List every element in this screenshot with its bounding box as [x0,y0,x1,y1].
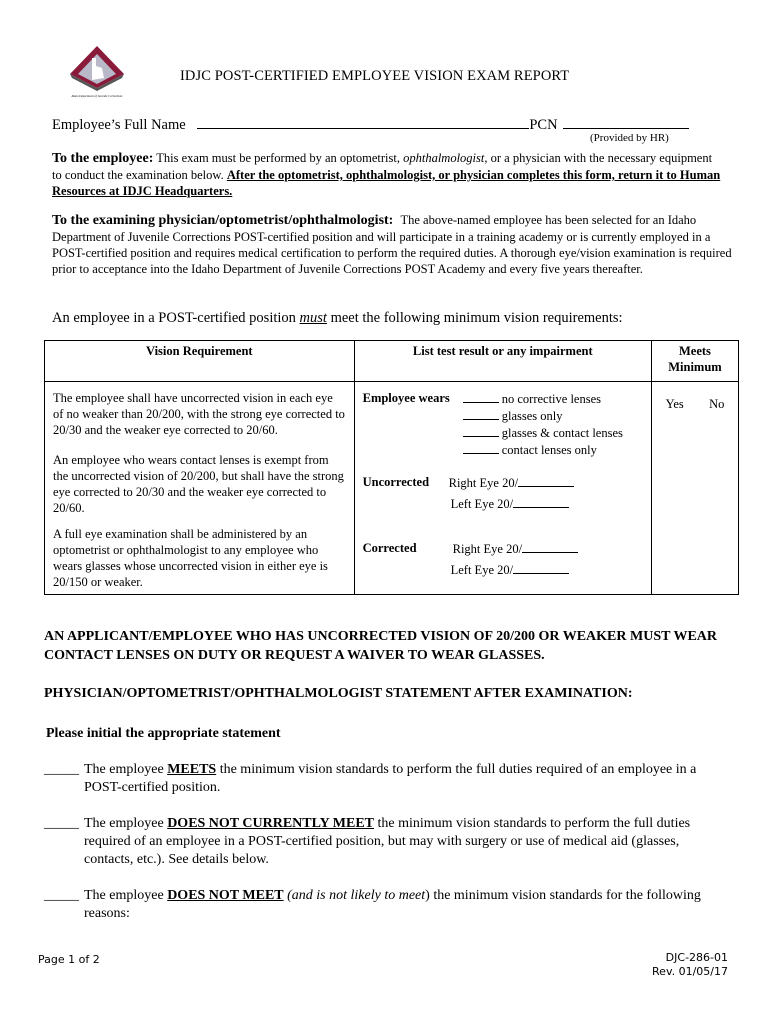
statement-option-does-not-meet [44,887,724,923]
wears-option-label: contact lenses only [501,443,597,457]
wears-blank[interactable] [463,407,499,420]
physician-lead: To the examining physician/optometrist/ophthalmologist: [52,213,394,228]
revision-date: Rev. 01/05/17 [652,965,728,978]
requirement-1: The employee shall have uncorrected vision in each eye of no weaker than 20/200, with the strong eye corrected to 20/30 and the weaker eye corrected to 20/60. [53,391,345,437]
table-row [45,382,739,595]
wears-option [463,390,623,407]
employee-name-row [52,114,689,134]
wears-option [463,424,623,441]
uncorrected-group [363,474,643,512]
requirements-cell [45,382,355,595]
wears-option-label: no corrective lenses [501,392,601,406]
full-name-field[interactable] [197,114,529,129]
corrected-label: Corrected [362,541,417,555]
meets-yes-option[interactable]: Yes [665,397,684,411]
requirements-intro [52,310,623,327]
statement-option-does-not-currently-meet [44,815,724,869]
wears-option [463,441,623,458]
option-key: MEETS [167,762,217,777]
wears-blank[interactable] [463,390,499,403]
option-post: ) the minimum vision standards for the following reasons: [84,888,701,921]
wears-option-label: glasses only [501,409,563,423]
requirements-intro-must: must [299,310,327,326]
provided-by-hr-note: (Provided by HR) [590,132,669,144]
employee-text-1: This exam must be performed by an optometrist, [156,151,400,165]
uncorrected-left-eye-field[interactable] [513,495,569,508]
wears-option-label: glasses & contact lenses [501,426,623,440]
wears-blank[interactable] [463,441,499,454]
requirements-intro-text-2: meet the following minimum vision requirements: [330,310,623,326]
header-meets-minimum: Meets Minimum [651,341,738,382]
form-number: DJC-286-01 [665,951,728,964]
corrected-right-row [363,540,643,557]
option-pre: The employee [84,816,164,831]
form-id-block [648,951,728,979]
wears-options [463,390,623,458]
employee-instructions [52,150,722,199]
employee-return-instructions: After the optometrist, ophthalmologist, or physician completes this form, return it to Human Resources at IDJC Headquarters. [52,168,721,198]
idjc-logo [62,44,132,110]
full-name-label: Employee’s Full Name [52,117,186,133]
uncorrected-label: Uncorrected [362,475,430,489]
wears-option [463,407,623,424]
statement-heading: PHYSICIAN/OPTOMETRIST/OPHTHALMOLOGIST STATEMENT AFTER EXAMINATION: [44,686,633,701]
option-post: the minimum vision standards to perform the full duties required of an employee in a POST-certified position, but may with surgery or use of medical aid (glasses, contacts, etc.). See details below. [84,816,691,867]
employee-text-italic: ophthalmologist [403,151,485,165]
initial-blank[interactable]: _____ [44,816,79,831]
corrected-left-row [363,561,643,578]
option-key: DOES NOT CURRENTLY MEET [167,816,374,831]
employee-wears-group [363,386,643,458]
right-eye-label: Right Eye 20/ [452,542,523,556]
corrected-right-eye-field[interactable] [522,540,578,553]
requirement-2: An employee who wears contact lenses is exempt from the uncorrected vision of 20/200, but shall have the strong eye corrected to 20/30 and the weaker eye corrected to 20/60. [53,453,344,515]
option-pre: The employee [84,762,164,777]
uncorrected-right-row [363,474,643,491]
requirements-intro-text-1: An employee in a POST-certified position [52,310,296,326]
physician-text: The above-named employee has been selected for an Idaho Department of Juvenile Corrections POST-certified position and will participate in a training academy or is currently employed in a POST-certified position and requires medical certification to perform the required duties. A thorough eye/vision examination is required prior to acceptance into the Idaho Department of Juvenile Corrections POST Academy and every five years thereafter. [52,213,732,276]
logo-caption: Idaho Department of Juvenile Corrections [71,94,123,98]
pcn-label: PCN [529,117,558,133]
contact-lens-warning: AN APPLICANT/EMPLOYEE WHO HAS UNCORRECTED VISION OF 20/200 OR WEAKER MUST WEAR CONTACT LENSES ON DUTY OR REQUEST A WAIVER TO WEAR GLASSES. [44,629,717,663]
option-italic: (and is not likely to meet [287,888,426,903]
corrected-group [363,540,643,578]
statement-option-meets [44,761,724,797]
page-number: Page 1 of 2 [38,953,100,966]
left-eye-label: Left Eye 20/ [450,563,514,577]
employee-wears-label: Employee wears [362,391,450,405]
meets-minimum-cell [651,382,738,595]
requirement-3: A full eye examination shall be administered by an optometrist or ophthalmologist to any employee who wears glasses whose uncorrected vision in either eye is 20/150 or weaker. [53,527,328,589]
initial-blank[interactable]: _____ [44,762,79,777]
employee-lead: To the employee: [52,151,154,166]
right-eye-label: Right Eye 20/ [448,476,519,490]
meets-no-option[interactable]: No [709,397,725,411]
option-key: DOES NOT MEET [167,888,284,903]
form-title: IDJC POST-CERTIFIED EMPLOYEE VISION EXAM REPORT [180,68,570,84]
wears-blank[interactable] [463,424,499,437]
physician-instructions [52,212,742,277]
vision-requirements-table [44,340,739,595]
employee-text-2: , or a physician with the necessary equipment to conduct the examination below. [52,151,713,182]
uncorrected-right-eye-field[interactable] [518,474,574,487]
table-header-row [45,341,739,382]
option-pre: The employee [84,888,164,903]
initial-blank[interactable]: _____ [44,888,79,903]
corrected-left-eye-field[interactable] [513,561,569,574]
option-post: the minimum vision standards to perform the full duties required of an employee in a POST-certified position. [84,762,697,795]
header-test-result: List test result or any impairment [354,341,651,382]
header-vision-requirement: Vision Requirement [45,341,355,382]
left-eye-label: Left Eye 20/ [450,497,514,511]
uncorrected-left-row [363,495,643,512]
initial-heading: Please initial the appropriate statement [46,726,281,741]
results-cell [354,382,651,595]
pcn-field[interactable] [563,114,689,129]
